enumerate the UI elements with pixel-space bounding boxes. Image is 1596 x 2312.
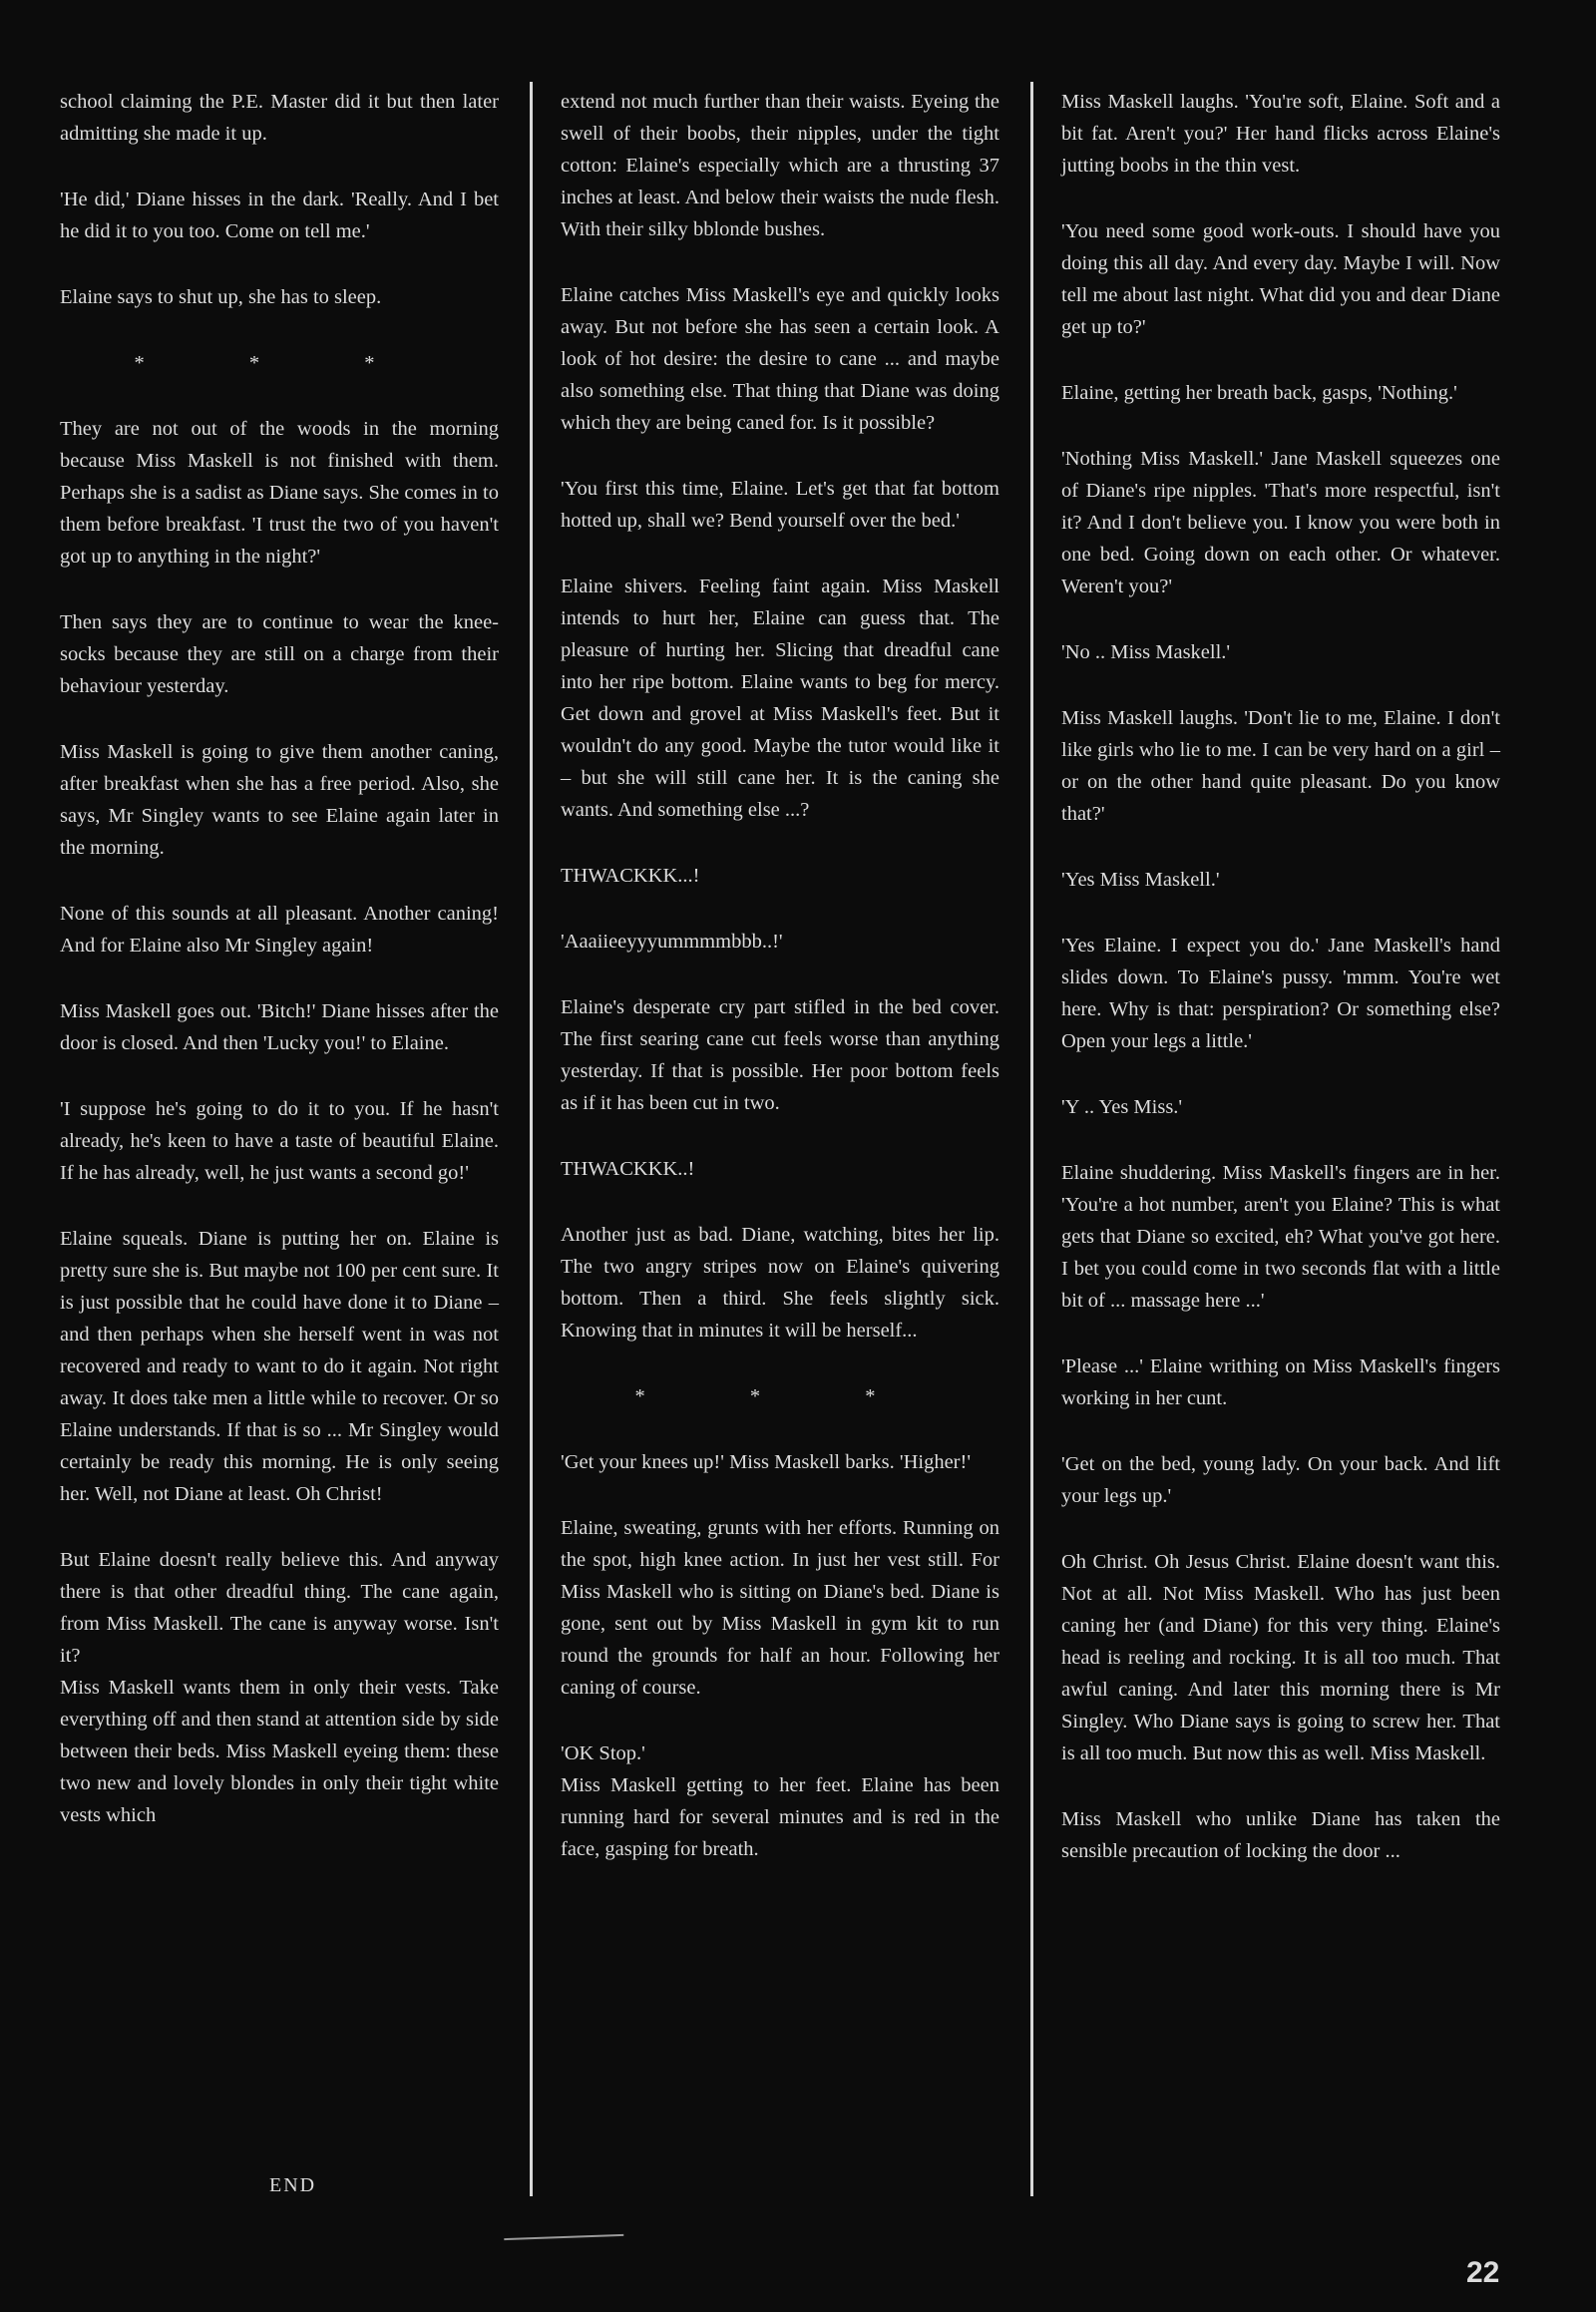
paragraph: Miss Maskell wants them in only their vests. Take everything off and then stand at attention side by side between their beds. Miss Maskell eyeing them: these two new and lovely blondes in only their tight white vests which — [60, 1677, 499, 1826]
column-middle — [561, 86, 999, 1899]
paragraph: 'He did,' Diane hisses in the dark. 'Really. And I bet he did it to you too. Come on tell me.' — [60, 189, 499, 242]
section-divider: * * * — [134, 352, 425, 374]
paragraph: Miss Maskell laughs. 'Don't lie to me, Elaine. I don't like girls who lie to me. I can be very hard on a girl – or on the other hand quite pleasant. Do you know that?' — [1061, 707, 1500, 825]
paragraph: 'You need some good work-outs. I should have you doing this all day. And every day. Maybe I will. Now tell me about last night. What did you and dear Diane get up to?' — [1061, 220, 1500, 338]
section-divider: * * * — [634, 1385, 926, 1407]
page-number: 22 — [1466, 2256, 1500, 2289]
paragraph: 'OK Stop.' — [561, 1742, 645, 1764]
paragraph: Elaine shuddering. Miss Maskell's fingers are in her. 'You're a hot number, aren't you Elaine? This is what gets that Diane so excited, eh? What you've got here. I bet you could come in two seconds flat with a little bit of ... massage here ...' — [1061, 1162, 1500, 1312]
paragraph: extend not much further than their waists. Eyeing the swell of their boobs, their nipples, under the tight cotton: Elaine's especially which are a thrusting 37 inches at least. And below their waists the nude flesh. With their silky bblonde bushes. — [561, 91, 999, 240]
paragraph: 'Please ...' Elaine writhing on Miss Maskell's fingers working in her cunt. — [1061, 1355, 1500, 1409]
paragraph: Elaine says to shut up, she has to sleep. — [60, 286, 382, 308]
paragraph: 'I suppose he's going to do it to you. If he hasn't already, he's keen to have a taste of beautiful Elaine. If he has already, well, he just wants a second go!' — [60, 1098, 499, 1184]
paragraph: But Elaine doesn't really believe this. And anyway there is that other dreadful thing. The cane again, from Miss Maskell. The cane is anyway worse. Isn't it? — [60, 1549, 499, 1667]
paragraph: Elaine squeals. Diane is putting her on. Elaine is pretty sure she is. But maybe not 100 per cent sure. It is just possible that he could have done it to Diane – and then perhaps when she herself went in was not recovered and ready to want to do it again. Not right away. It does take men a little while to recover. Or so Elaine understands. If that is so ... Mr Singley would certainly be ready this morning. He is only seeing her. Well, not Diane at least. Oh Christ! — [60, 1228, 499, 1505]
paragraph: 'Yes Elaine. I expect you do.' Jane Maskell's hand slides down. To Elaine's pussy. 'mmm. You're wet here. Why is that: perspiration? Or something else? Open your legs a little.' — [1061, 935, 1500, 1052]
pen-mark — [504, 2218, 624, 2240]
paragraph: 'You first this time, Elaine. Let's get that fat bottom hotted up, shall we? Bend yourself over the bed.' — [561, 478, 999, 532]
paragraph: 'Y .. Yes Miss.' — [1061, 1096, 1183, 1118]
paragraph: Oh Christ. Oh Jesus Christ. Elaine doesn't want this. Not at all. Not Miss Maskell. Who has just been caning her (and Diane) for this very thing. Elaine's head is reeling and rocking. It is all too much. That awful caning. And later this morning there is Mr Singley. Who Diane says is going to screw her. That is all too much. But now this as well. Miss Maskell. — [1061, 1551, 1500, 1764]
paragraph: 'Get on the bed, young lady. On your back. And lift your legs up.' — [1061, 1453, 1500, 1507]
column-rule-left — [530, 82, 533, 2196]
paragraph: THWACKKK..! — [561, 1158, 695, 1180]
paragraph: school claiming the P.E. Master did it but then later admitting she made it up. — [60, 91, 499, 145]
paragraph: They are not out of the woods in the morning because Miss Maskell is not finished with them. Perhaps she is a sadist as Diane says. She comes in to them before breakfast. 'I trust the two of you haven't got up to anything in the night?' — [60, 418, 499, 568]
paragraph: 'No .. Miss Maskell.' — [1061, 641, 1231, 663]
paragraph: 'Aaaiieeyyyummmmbbb..!' — [561, 931, 783, 953]
paragraph: Miss Maskell getting to her feet. Elaine has been running hard for several minutes and is red in the face, gasping for breath. — [561, 1774, 999, 1860]
end-mark: END — [269, 2174, 317, 2196]
paragraph: 'Get your knees up!' Miss Maskell barks. 'Higher!' — [561, 1451, 972, 1473]
paragraph: Miss Maskell laughs. 'You're soft, Elaine. Soft and a bit fat. Aren't you?' Her hand flicks across Elaine's jutting boobs in the thin vest. — [1061, 91, 1500, 177]
paragraph: Miss Maskell who unlike Diane has taken the sensible precaution of locking the door ... — [1061, 1808, 1500, 1862]
column-left — [60, 86, 499, 1865]
paragraph: None of this sounds at all pleasant. Another caning! And for Elaine also Mr Singley again! — [60, 903, 499, 957]
paragraph: Elaine catches Miss Maskell's eye and quickly looks away. But not before she has seen a certain look. A look of hot desire: the desire to cane ... and maybe also something else. That thing that Diane was doing which they are being caned for. Is it possible? — [561, 284, 999, 434]
paragraph: Elaine, sweating, grunts with her efforts. Running on the spot, high knee action. In just her vest still. For Miss Maskell who is sitting on Diane's bed. Diane is gone, sent out by Miss Maskell in gym kit to run round the grounds for half an hour. Following her caning of course. — [561, 1517, 999, 1699]
paragraph: THWACKKK...! — [561, 865, 700, 887]
paragraph: Miss Maskell is going to give them another caning, after breakfast when she has a free period. Also, she says, Mr Singley wants to see Elaine again later in the morning. — [60, 741, 499, 859]
paragraph: Elaine shivers. Feeling faint again. Miss Maskell intends to hurt her, Elaine can guess that. The pleasure of hurting her. Slicing that dreadful cane into her ripe bottom. Elaine wants to beg for mercy. Get down and grovel at Miss Maskell's feet. But it wouldn't do any good. Maybe the tutor would like it – but she will still cane her. It is the caning she wants. And something else ...? — [561, 576, 999, 821]
paragraph: 'Yes Miss Maskell.' — [1061, 869, 1220, 891]
paragraph: Then says they are to continue to wear the knee-socks because they are still on a charge from their behaviour yesterday. — [60, 611, 499, 697]
column-right — [1061, 86, 1500, 1901]
paragraph: 'Nothing Miss Maskell.' Jane Maskell squeezes one of Diane's ripe nipples. 'That's more respectful, isn't it? And I don't believe you. I know you were both in one bed. Going down on each other. Or whatever. Weren't you?' — [1061, 448, 1500, 597]
paragraph: Miss Maskell goes out. 'Bitch!' Diane hisses after the door is closed. And then 'Lucky you!' to Elaine. — [60, 1000, 499, 1054]
paragraph: Another just as bad. Diane, watching, bites her lip. The two angry stripes now on Elaine's quivering bottom. Then a third. She feels slightly sick. Knowing that in minutes it will be herself... — [561, 1224, 999, 1342]
column-rule-right — [1030, 82, 1033, 2196]
paragraph: Elaine, getting her breath back, gasps, 'Nothing.' — [1061, 382, 1457, 404]
paragraph: Elaine's desperate cry part stifled in the bed cover. The first searing cane cut feels worse than anything yesterday. If that is possible. Her poor bottom feels as if it has been cut in two. — [561, 996, 999, 1114]
